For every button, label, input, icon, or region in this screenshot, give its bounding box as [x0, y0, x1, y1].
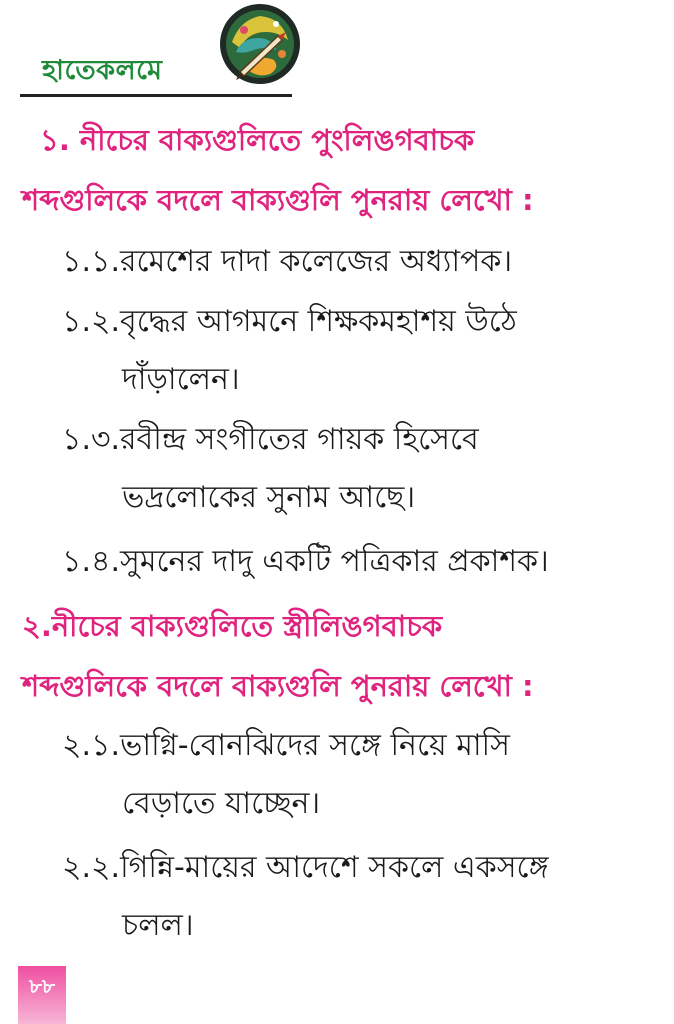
header-underline — [20, 94, 292, 97]
exercise-1-heading-line1: ১. নীচের বাক্যগুলিতে পুংলিঙগবাচক — [40, 123, 475, 157]
exercise-item-1-1: ১.১.রমেশের দাদা কলেজের অধ্যাপক। — [62, 244, 513, 279]
exercise-item-1-2-continued: দাঁড়ালেন। — [122, 362, 240, 397]
exercise-item-1-3: ১.৩.রবীন্দ্র সংগীতের গায়ক হিসেবে — [62, 422, 479, 457]
exercise-item-1-2: ১.২.বৃদ্ধের আগমনে শিক্ষকমহাশয় উঠে — [62, 304, 517, 339]
exercise-item-2-2-continued: চলল। — [122, 908, 194, 943]
section-header — [20, 0, 320, 100]
exercise-item-1-3-continued: ভদ্রলোকের সুনাম আছে। — [122, 480, 416, 515]
exercise-2-heading-line2: শব্দগুলিকে বদলে বাক্যগুলি পুনরায় লেখো : — [22, 669, 534, 703]
exercise-item-2-1: ২.১.ভাগ্নি-বোনঝিদের সঙ্গে নিয়ে মাসি — [62, 728, 510, 763]
page-number-tab — [18, 966, 66, 1024]
pen-emblem-icon — [218, 2, 302, 86]
exercise-item-2-1-continued: বেড়াতে যাচ্ছেন। — [122, 786, 321, 821]
exercise-2-heading-line1: ২.নীচের বাক্যগুলিতে স্ত্রীলিঙগবাচক — [22, 609, 443, 643]
exercise-1-heading-line2: শব্দগুলিকে বদলে বাক্যগুলি পুনরায় লেখো : — [22, 183, 534, 217]
exercise-item-2-2: ২.২.গিন্নি-মায়ের আদেশে সকলে একসঙ্গে — [62, 850, 549, 885]
section-title: হাতেকলমে — [42, 55, 163, 86]
page-number: ৮৮ — [29, 974, 55, 998]
exercise-item-1-4: ১.৪.সুমনের দাদু একটি পত্রিকার প্রকাশক। — [62, 544, 549, 579]
